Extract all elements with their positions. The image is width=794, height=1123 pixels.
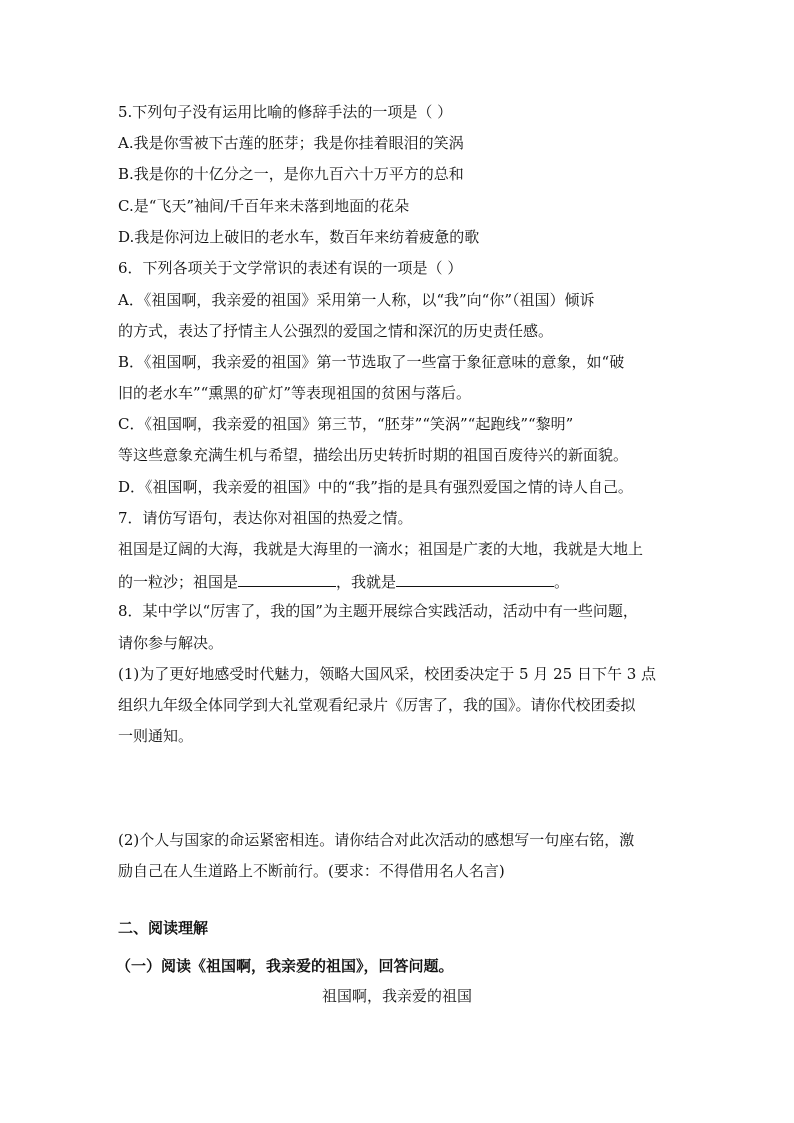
- q8-stem-line1: 8．某中学以“厉害了，我的国”为主题开展综合实践活动，活动中有一些问题，: [118, 602, 638, 620]
- q7-line1: 祖国是辽阔的大海，我就是大海里的一滴水；祖国是广袤的大地，我就是大地上: [118, 540, 644, 558]
- q6-option-c-line2: 等这些意象充满生机与希望，描绘出历史转折时期的祖国百废待兴的新面貌。: [118, 446, 629, 464]
- q5-stem: 5.下列句子没有运用比喻的修辞手法的一项是（ ）: [118, 103, 453, 121]
- q5-option-b: B.我是你的十亿分之一，是你九百六十万平方的总和: [118, 165, 464, 183]
- section-heading: 二、阅读理解: [118, 919, 209, 937]
- answer-blank-1[interactable]: [238, 570, 336, 587]
- reading-instruction: （一）阅读《祖国啊，我亲爱的祖国》，回答问题。: [116, 957, 454, 975]
- q8-part2-line1: (2)个人与国家的命运紧密相连。请你结合对此次活动的感想写一句座右铭，激: [118, 831, 635, 849]
- q7-stem: 7．请仿写语句，表达你对祖国的热爱之情。: [118, 509, 413, 527]
- q6-option-a-line1: A．《祖国啊，我亲爱的祖国》采用第一人称，以“我”向“你”（祖国）倾诉: [118, 291, 595, 309]
- q6-option-c-line1: C．《祖国啊，我亲爱的祖国》第三节，“胚芽”“笑涡”“起跑线”“黎明”: [118, 415, 574, 433]
- q8-part2-line2: 励自己在人生道路上不断前行。(要求：不得借用名人名言): [118, 862, 505, 880]
- q8-part1-line2: 组织九年级全体同学到大礼堂观看纪录片《厉害了，我的国》。请你代校团委拟: [118, 696, 636, 714]
- q5-option-a: A.我是你雪被下古莲的胚芽；我是你挂着眼泪的笑涡: [118, 134, 464, 152]
- q6-option-b-line2: 旧的老水车”“熏黑的矿灯”等表现祖国的贫困与落后。: [118, 384, 472, 402]
- poem-title: 祖国啊，我亲爱的祖国: [321, 987, 472, 1005]
- q8-stem-line2: 请你参与解决。: [118, 634, 224, 652]
- q6-option-d: D．《祖国啊，我亲爱的祖国》中的“我”指的是具有强烈爱国之情的诗人自己。: [118, 478, 633, 496]
- q5-option-d: D.我是你河边上破旧的老水车，数百年来纺着疲惫的歌: [118, 228, 480, 246]
- q6-stem: 6．下列各项关于文学常识的表述有误的一项是（ ）: [118, 259, 463, 277]
- q5-option-c: C.是“飞天”袖间/千百年来未落到地面的花朵: [118, 197, 410, 215]
- answer-blank-2[interactable]: [396, 570, 554, 587]
- q8-part1-line3: 一则通知。: [118, 727, 194, 745]
- q6-option-b-line1: B．《祖国啊，我亲爱的祖国》第一节选取了一些富于象征意味的意象，如“破: [118, 353, 625, 371]
- q6-option-a-line2: 的方式，表达了抒情主人公强烈的爱国之情和深沉的历史责任感。: [118, 322, 554, 340]
- q7-line2-part2: ，我就是: [336, 573, 397, 591]
- q7-line2-part1: 的一粒沙；祖国是: [118, 573, 239, 591]
- q7-line2: [118, 570, 569, 592]
- q7-line2-part3: 。: [554, 573, 570, 591]
- q8-part1-line1: (1)为了更好地感受时代魅力，领略大国风采，校团委决定于 5 月 25 日下午 3 点: [118, 665, 657, 683]
